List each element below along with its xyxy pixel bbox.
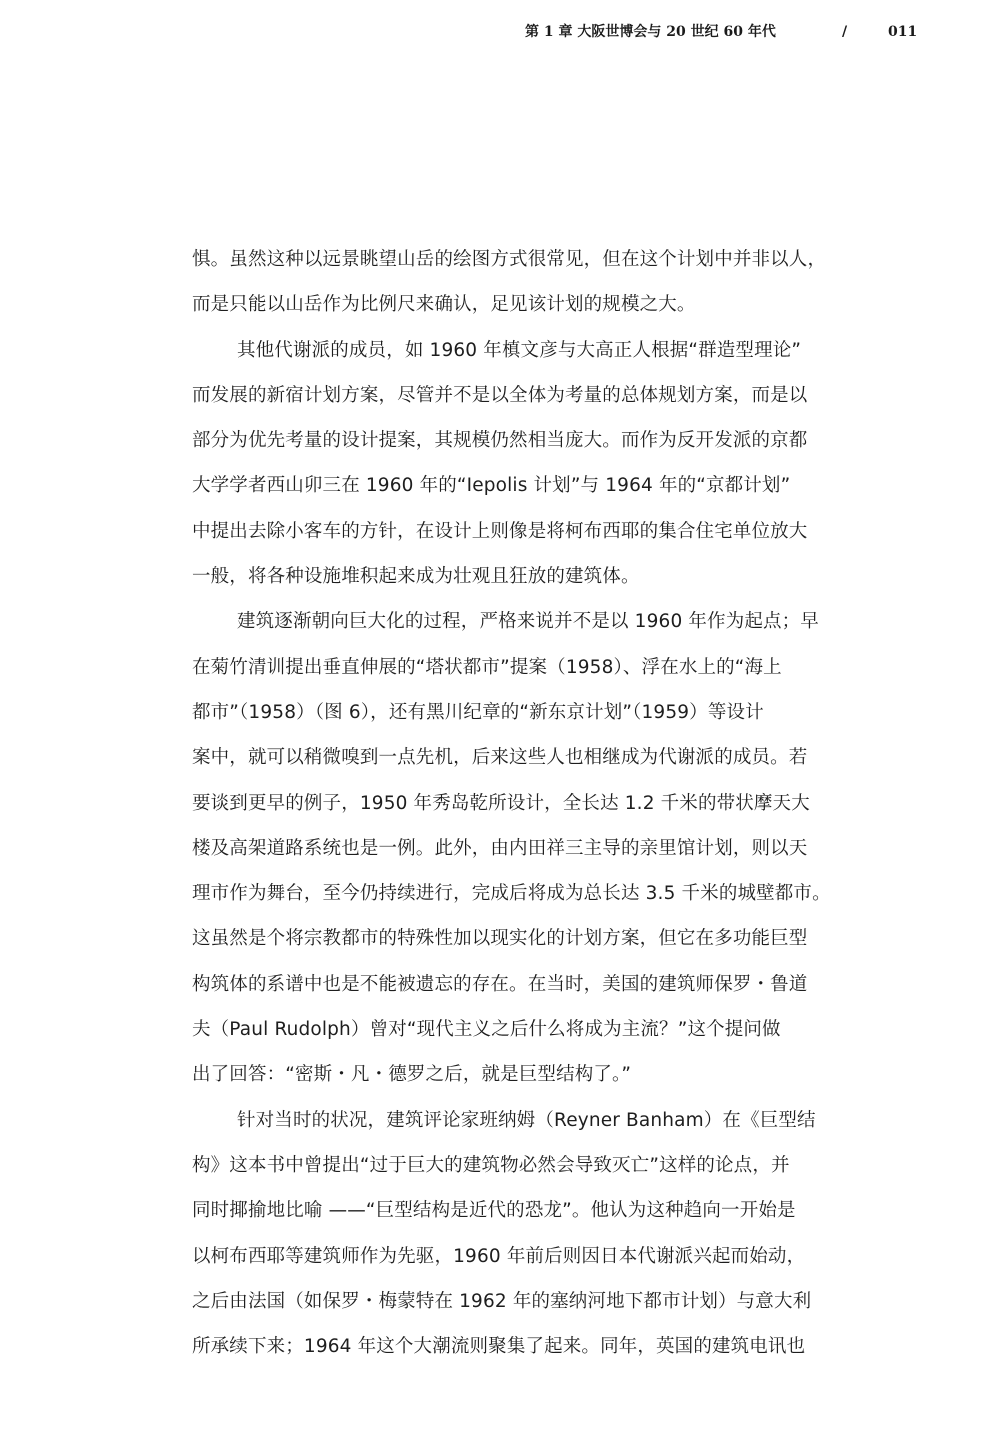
text-line: 构筑体的系谱中也是不能被遗忘的存在。在当时，美国的建筑师保罗・鲁道 [192, 973, 808, 995]
text-line: 而发展的新宿计划方案，尽管并不是以全体为考量的总体规划方案，而是以 [192, 384, 808, 406]
text-line: 同时揶揄地比喻 ——“巨型结构是近代的恐龙”。他认为这种趋向一开始是 [192, 1200, 796, 1222]
text-line: 这虽然是个将宗教都市的特殊性加以现实化的计划方案，但它在多功能巨型 [192, 928, 808, 950]
text-line: 中提出去除小客车的方针，在设计上则像是将柯布西耶的集合住宅单位放大 [192, 520, 808, 542]
text-line: 大学学者西山卯三在 1960 年的“Iepolis 计划”与 1964 年的“京都计划” [192, 475, 791, 497]
text-line: 楼及高架道路系统也是一例。此外，由内田祥三主导的亲里馆计划，则以天 [192, 837, 808, 859]
text-line: 都市”（1958）（图 6），还有黑川纪章的“新东京计划”（1959）等设计 [192, 701, 764, 723]
text-line: 理市作为舞台，至今仍持续进行，完成后将成为总长达 3.5 千米的城壁都市。 [192, 883, 831, 905]
chapter-title: 第 1 章 大阪世博会与 20 世纪 60 年代 [525, 24, 776, 40]
text-line: 出了回答：“密斯・凡・德罗之后，就是巨型结构了。” [192, 1064, 632, 1086]
page-number: 011 [888, 24, 918, 40]
text-line: 夫（Paul Rudolph）曾对“现代主义之后什么将成为主流？”这个提问做 [192, 1019, 781, 1041]
paragraph-start-line: 建筑逐渐朝向巨大化的过程，严格来说并不是以 1960 年作为起点；早 [237, 611, 819, 633]
text-line: 所承续下来；1964 年这个大潮流则聚集了起来。同年，英国的建筑电讯也 [192, 1336, 806, 1358]
text-line: 一般，将各种设施堆积起来成为壮观且狂放的建筑体。 [192, 566, 640, 588]
text-line: 在菊竹清训提出垂直伸展的“塔状都市”提案（1958）、浮在水上的“海上 [192, 656, 782, 678]
body-text [192, 237, 922, 1369]
text-line: 而是只能以山岳作为比例尺来确认，足见该计划的规模之大。 [192, 294, 696, 316]
text-line: 构》这本书中曾提出“过于巨大的建筑物必然会导致灭亡”这样的论点，并 [192, 1154, 790, 1176]
paragraph-start-line: 其他代谢派的成员，如 1960 年槙文彦与大高正人根据“群造型理论” [237, 339, 802, 361]
text-line: 要谈到更早的例子，1950 年秀岛乾所设计，全长达 1.2 千米的带状摩天大 [192, 792, 810, 814]
header-separator: / [842, 24, 848, 40]
text-line: 以柯布西耶等建筑师作为先驱，1960 年前后则因日本代谢派兴起而始动， [192, 1245, 806, 1267]
text-line: 部分为优先考量的设计提案，其规模仍然相当庞大。而作为反开发派的京都 [192, 430, 808, 452]
text-line: 案中，就可以稍微嗅到一点先机，后来这些人也相继成为代谢派的成员。若 [192, 747, 808, 769]
text-line: 之后由法国（如保罗・梅蒙特在 1962 年的塞纳河地下都市计划）与意大利 [192, 1290, 812, 1312]
paragraph-start-line: 针对当时的状况，建筑评论家班纳姆（Reyner Banham）在《巨型结 [237, 1109, 816, 1131]
text-line: 惧。虽然这种以远景眺望山岳的绘图方式很常见，但在这个计划中并非以人， [192, 249, 827, 270]
running-header [0, 20, 1000, 44]
